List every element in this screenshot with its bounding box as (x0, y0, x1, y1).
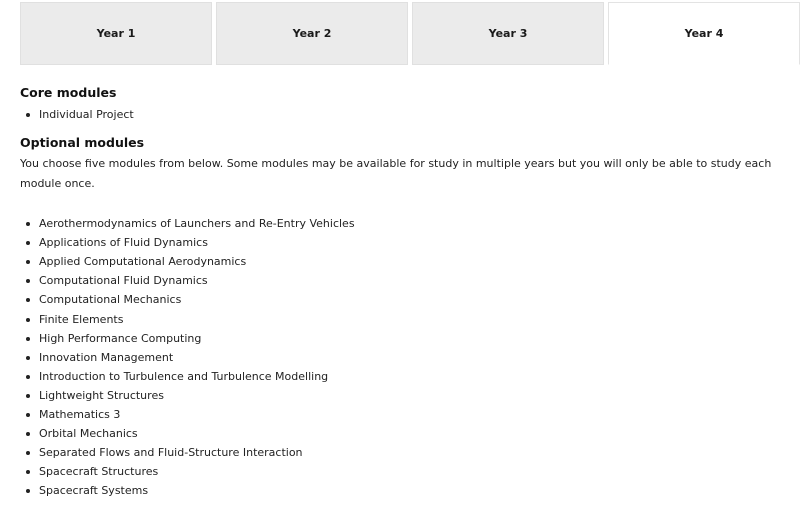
list-item: Introduction to Turbulence and Turbulence Modelling (39, 367, 780, 386)
core-modules-list (20, 105, 780, 124)
list-item: Computational Fluid Dynamics (39, 271, 780, 290)
tab-year-4[interactable]: Year 4 (608, 2, 800, 65)
tab-panel-year-4 (20, 84, 780, 501)
list-item: Mathematics 3 (39, 405, 780, 424)
list-item: High Performance Computing (39, 329, 780, 348)
list-item: Individual Project (39, 105, 780, 124)
optional-modules-list (20, 214, 780, 500)
tab-year-2[interactable]: Year 2 (216, 2, 408, 65)
list-item: Applications of Fluid Dynamics (39, 233, 780, 252)
optional-modules-heading: Optional modules (20, 135, 145, 151)
list-item: Lightweight Structures (39, 386, 780, 405)
core-modules-heading: Core modules (20, 85, 117, 100)
list-item: Separated Flows and Fluid-Structure Interaction (39, 443, 780, 462)
list-item: Innovation Management (39, 348, 780, 367)
year-tabs (20, 2, 800, 65)
list-item: Applied Computational Aerodynamics (39, 252, 780, 271)
list-item: Orbital Mechanics (39, 424, 780, 443)
list-item: Spacecraft Structures (39, 462, 780, 481)
tab-year-1[interactable]: Year 1 (20, 2, 212, 65)
list-item: Aerothermodynamics of Launchers and Re-Entry Vehicles (39, 214, 780, 233)
optional-modules-intro: You choose five modules from below. Some modules may be available for study in multiple years but you will only be able to study each module once. (20, 157, 772, 191)
list-item: Spacecraft Systems (39, 481, 780, 500)
list-item: Finite Elements (39, 310, 780, 329)
list-item: Computational Mechanics (39, 290, 780, 309)
tab-year-3[interactable]: Year 3 (412, 2, 604, 65)
